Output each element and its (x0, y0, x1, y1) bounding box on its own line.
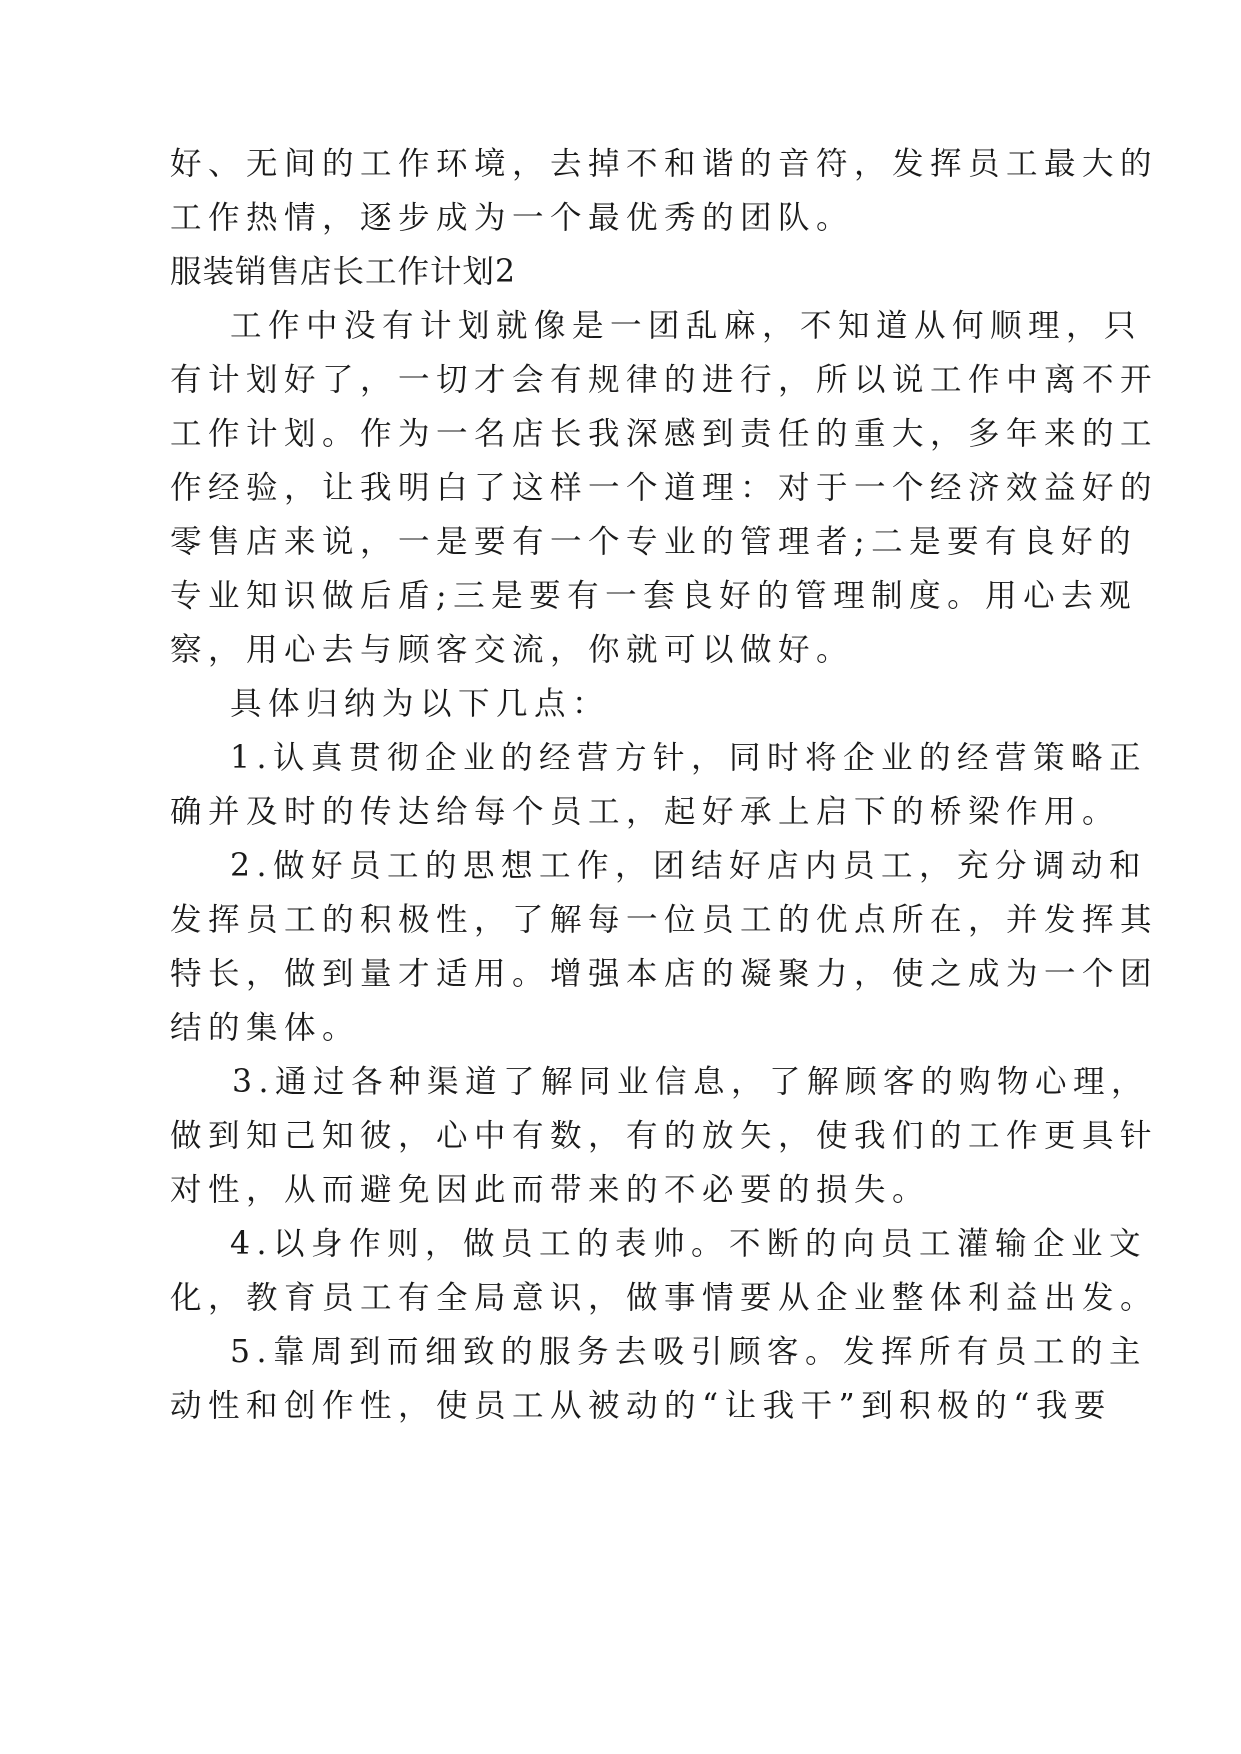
intro-line-6: 专业知识做后盾;三是要有一套良好的管理制度。用心去观 (170, 578, 1138, 614)
intro-line-2: 有计划好了，一切才会有规律的进行，所以说工作中离不开 (170, 362, 1159, 398)
point5-line-1: 5.靠周到而细致的服务去吸引顾客。发挥所有员工的主 (230, 1334, 1148, 1370)
intro-line-7: 察，用心去与顾客交流，你就可以做好。 (170, 632, 855, 668)
point3-line-2: 做到知己知彼，心中有数，有的放矢，使我们的工作更具针 (170, 1118, 1159, 1154)
carryover-line-2: 工作热情，逐步成为一个最优秀的团队。 (170, 200, 855, 236)
summary-line: 具体归纳为以下几点： (230, 686, 611, 722)
point4-line-2: 化，教育员工有全局意识，做事情要从企业整体利益出发。 (170, 1280, 1159, 1316)
point3-line-3: 对性，从而避免因此而带来的不必要的损失。 (170, 1172, 931, 1208)
carryover-line-1: 好、无间的工作环境，去掉不和谐的音符，发挥员工最大的 (170, 146, 1159, 182)
intro-line-3: 工作计划。作为一名店长我深感到责任的重大，多年来的工 (170, 416, 1159, 452)
point1-line-1: 1.认真贯彻企业的经营方针，同时将企业的经营策略正 (230, 740, 1148, 776)
point1-line-2: 确并及时的传达给每个员工，起好承上启下的桥梁作用。 (170, 794, 1121, 830)
intro-line-4: 作经验，让我明白了这样一个道理：对于一个经济效益好的 (170, 470, 1159, 506)
point5-line-2: 动性和创作性，使员工从被动的“让我干”到积极的“我要 (170, 1388, 1112, 1424)
section-heading: 服装销售店长工作计划2 (170, 254, 517, 290)
point2-line-1: 2.做好员工的思想工作，团结好店内员工，充分调动和 (230, 848, 1148, 884)
intro-line-5: 零售店来说，一是要有一个专业的管理者;二是要有良好的 (170, 524, 1138, 560)
point3-line-1: 3.通过各种渠道了解同业信息，了解顾客的购物心理， (232, 1064, 1150, 1100)
intro-line-1: 工作中没有计划就像是一团乱麻，不知道从何顺理，只 (230, 308, 1143, 344)
point4-line-1: 4.以身作则，做员工的表帅。不断的向员工灌输企业文 (230, 1226, 1148, 1262)
point2-line-2: 发挥员工的积极性，了解每一位员工的优点所在，并发挥其 (170, 902, 1159, 938)
point2-line-4: 结的集体。 (170, 1010, 361, 1046)
point2-line-3: 特长，做到量才适用。增强本店的凝聚力，使之成为一个团 (170, 956, 1159, 992)
